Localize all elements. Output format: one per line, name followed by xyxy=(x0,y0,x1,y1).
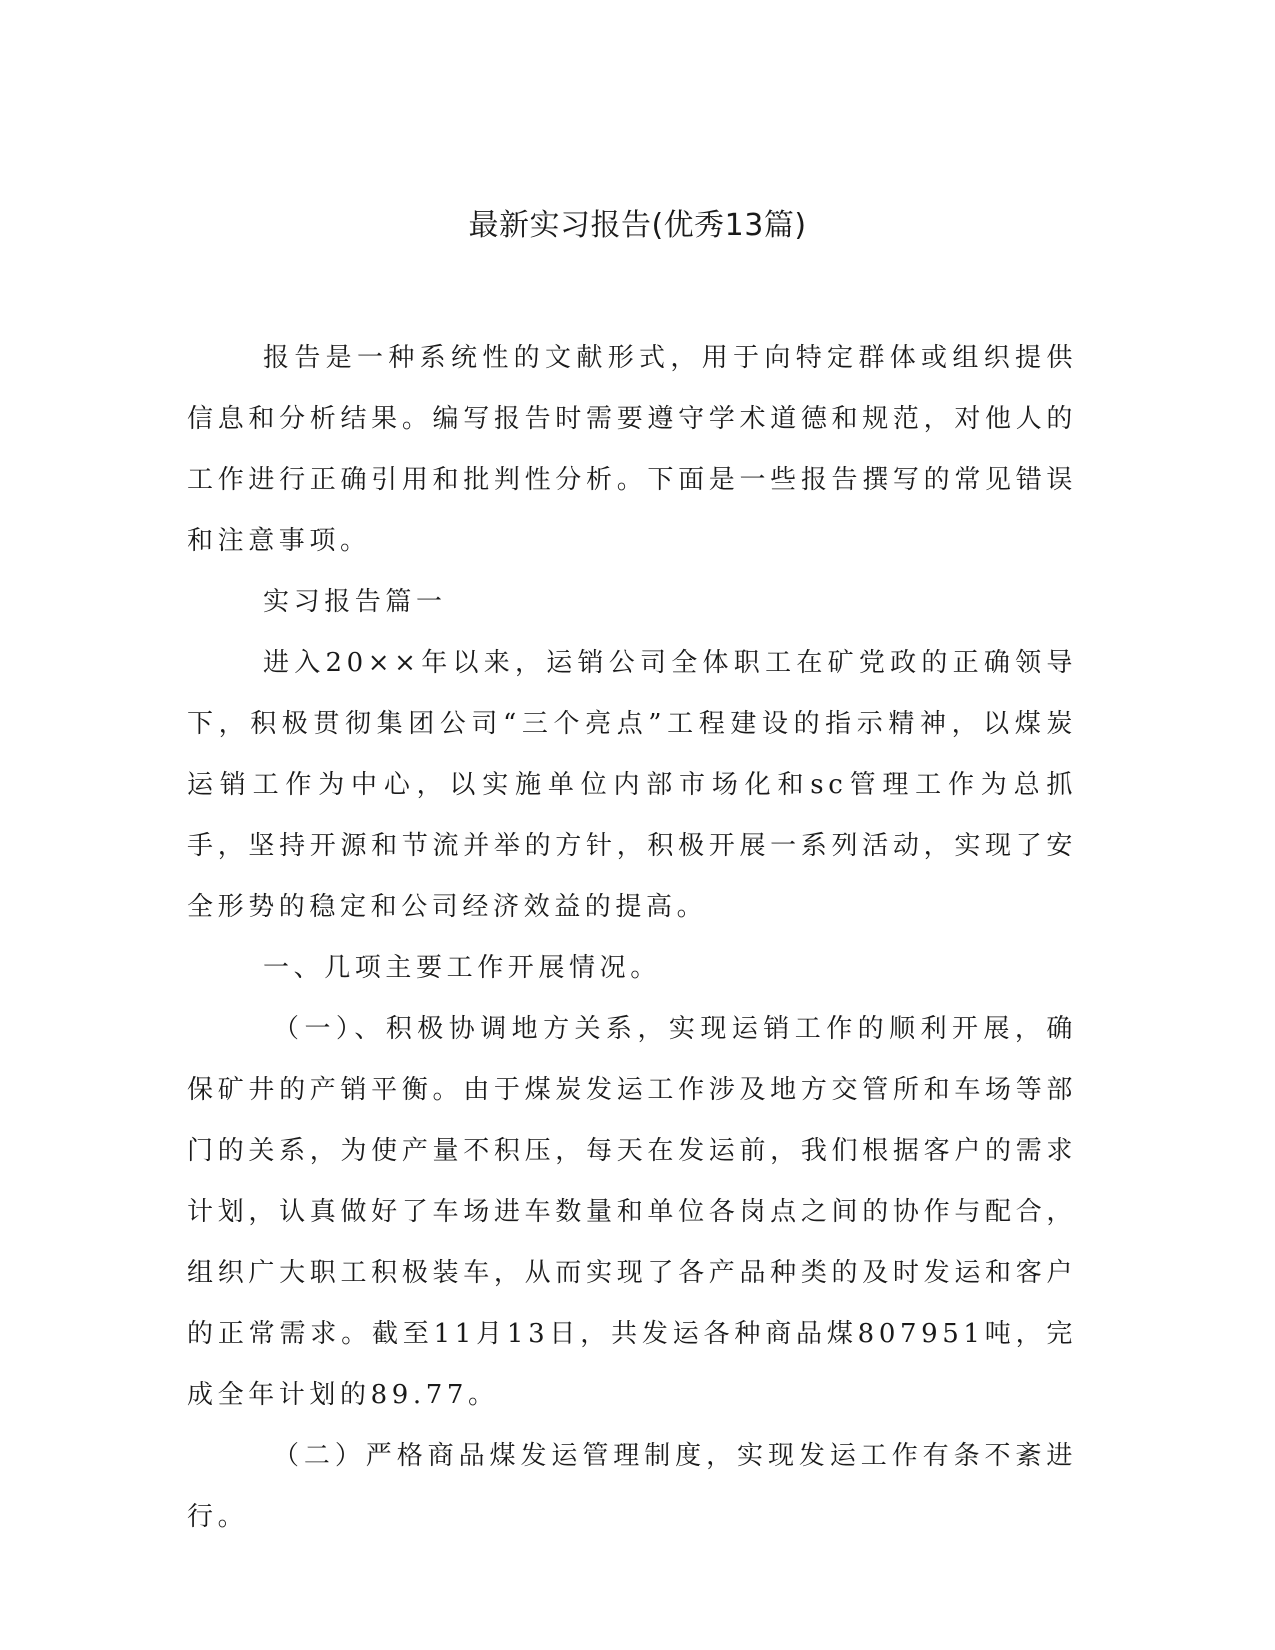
body-paragraph-overview: 进入20××年以来，运销公司全体职工在矿党政的正确领导下，积极贯彻集团公司“三个亮点”工程建设的指示精神，以煤炭运销工作为中心，以实施单位内部市场化和sc管理工作为总抓手，坚持开源和节流并举的方针，积极开展一系列活动，实现了安全形势的稳定和公司经济效益的提高。 xyxy=(187,648,1077,922)
section-heading-part-one: 实习报告篇一 xyxy=(263,587,447,617)
body-paragraph-item-one: （一）、积极协调地方关系，实现运销工作的顺利开展，确保矿井的产销平衡。由于煤炭发运工作涉及地方交管所和车场等部门的关系，为使产量不积压，每天在发运前，我们根据客户的需求计划，认真做好了车场进车数量和单位各岗点之间的协作与配合，组织广大职工积极装车，从而实现了各产品种类的及时发运和客户的正常需求。截至11月13日，共发运各种商品煤807951吨，完成全年计划的89.77。 xyxy=(187,1014,1077,1410)
intro-paragraph: 报告是一种系统性的文献形式，用于向特定群体或组织提供信息和分析结果。编写报告时需要遵守学术道德和规范，对他人的工作进行正确引用和批判性分析。下面是一些报告撰写的常见错误和注意事项。 xyxy=(187,343,1077,556)
subheading-main-work: 一、几项主要工作开展情况。 xyxy=(263,953,661,983)
body-paragraph-item-two: （二）严格商品煤发运管理制度，实现发运工作有条不紊进行。 xyxy=(187,1441,1077,1532)
document-body xyxy=(187,328,1077,1548)
document-title: 最新实习报告(优秀13篇) xyxy=(468,208,807,243)
